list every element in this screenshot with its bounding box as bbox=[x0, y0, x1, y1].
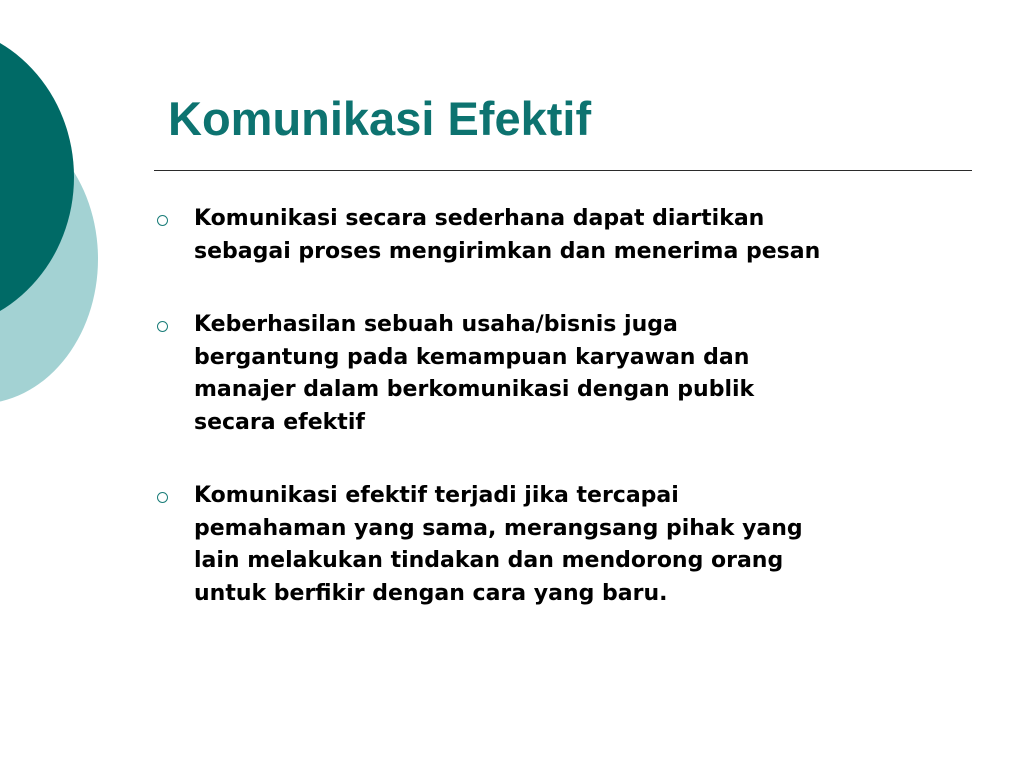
bullet-text: Keberhasilan sebuah usaha/bisnis juga bergantung pada kemampuan karyawan dan manajer dalam berkomunikasi dengan publik secara efektif bbox=[194, 312, 755, 435]
bullet-list bbox=[156, 203, 986, 651]
bullet-item bbox=[156, 480, 986, 610]
title-divider bbox=[154, 170, 972, 171]
bullet-item bbox=[156, 309, 986, 439]
slide-title: Komunikasi Efektif bbox=[168, 92, 592, 145]
bullet-text: Komunikasi efektif terjadi jika tercapai pemahaman yang sama, merangsang pihak yang lain melakukan tindakan dan mendorong orang untuk berfikir dengan cara yang baru. bbox=[194, 483, 803, 606]
hollow-circle-icon bbox=[157, 492, 168, 503]
bullet-item bbox=[156, 203, 986, 268]
hollow-circle-icon bbox=[157, 321, 168, 332]
bullet-text: Komunikasi secara sederhana dapat diartikan sebagai proses mengirimkan dan menerima pesan bbox=[194, 206, 821, 264]
hollow-circle-icon bbox=[157, 215, 168, 226]
